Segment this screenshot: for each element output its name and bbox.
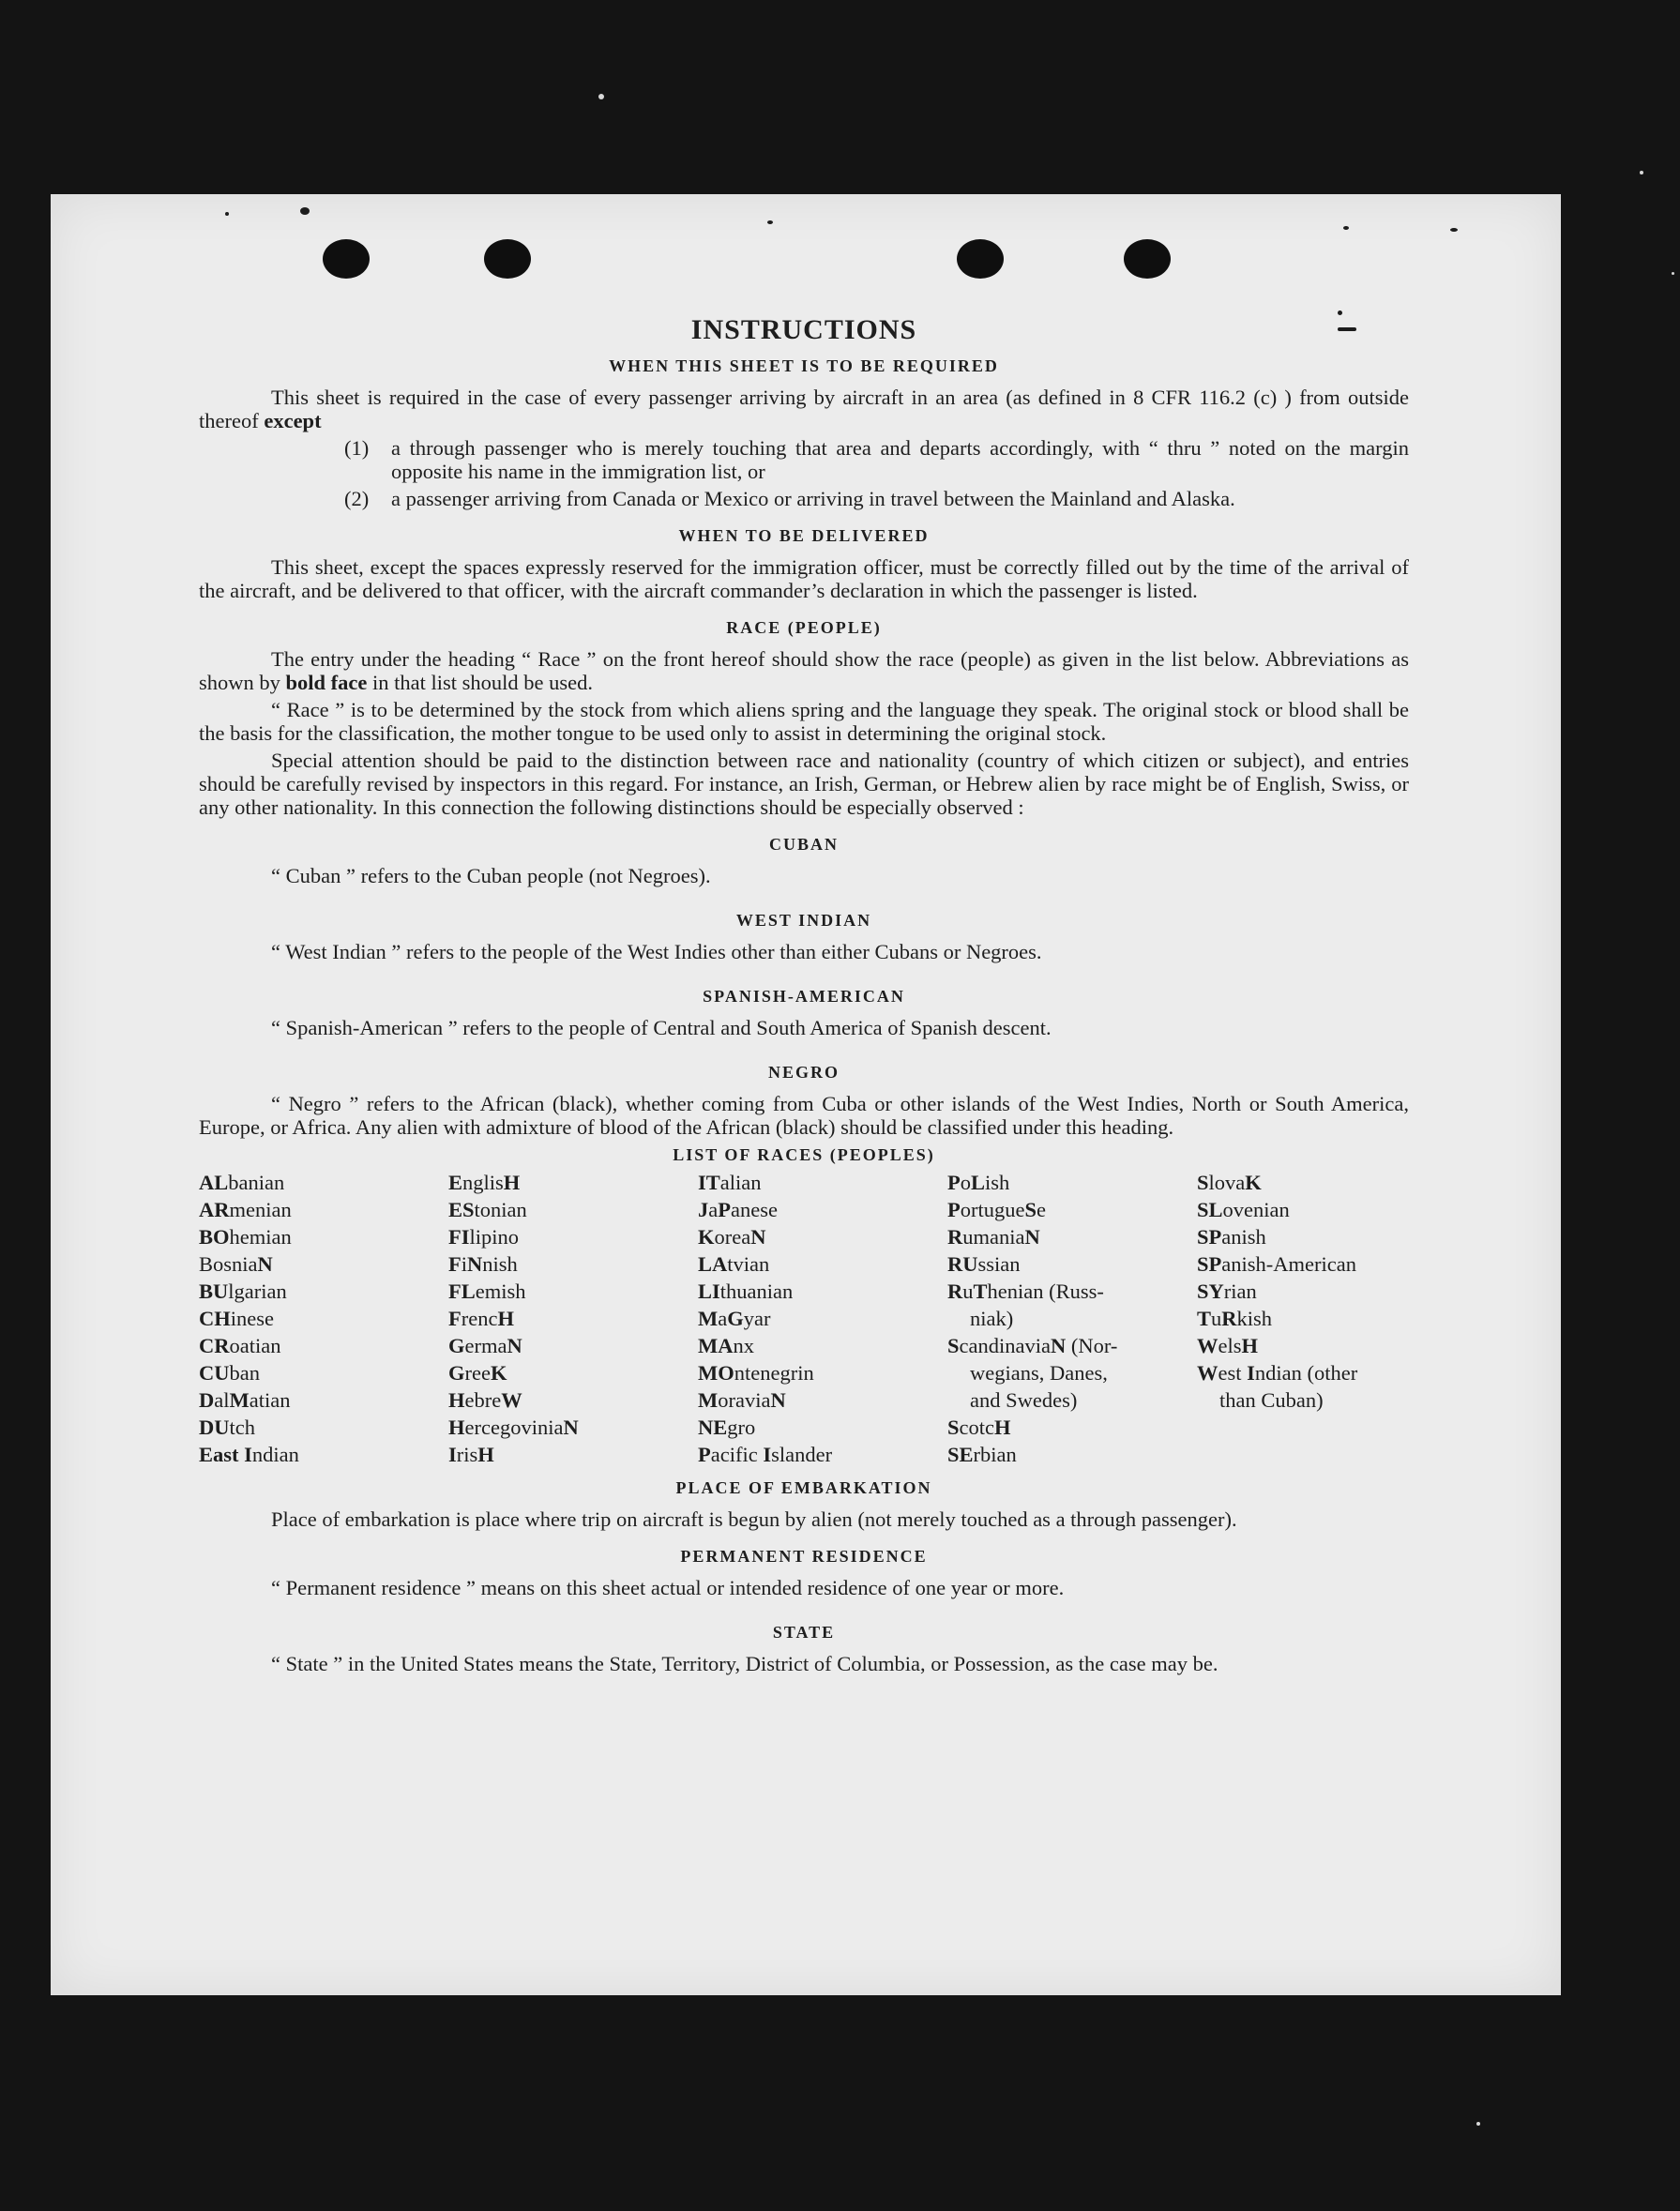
races-column: [448, 1169, 698, 1468]
race-entry: West Indian (other: [1197, 1361, 1358, 1385]
race-entry: East Indian: [199, 1443, 299, 1466]
race-entry: EStonian: [448, 1198, 527, 1221]
spanish-american-text: “ Spanish-American ” refers to the people of Central and South America of Spanish descent.: [271, 1016, 1052, 1039]
race-entry: SYrian: [1197, 1280, 1257, 1303]
west-indian-text: “ West Indian ” refers to the people of the West Indies other than either Cubans or Negroes.: [271, 940, 1042, 963]
race-entry: MaGyar: [698, 1307, 771, 1330]
race-entry: LAtvian: [698, 1252, 770, 1276]
races-column: [698, 1169, 947, 1468]
scan-speck: [1672, 272, 1674, 275]
place-of-embarkation-text: Place of embarkation is place where trip on aircraft is begun by alien (not merely touched as a through passenger).: [271, 1507, 1237, 1531]
races-list: [199, 1169, 1409, 1468]
race-entry: RumaniaN: [947, 1225, 1040, 1249]
race-entry: JaPanese: [698, 1198, 778, 1221]
race-entry: BosniaN: [199, 1252, 273, 1276]
race-entry: SErbian: [947, 1443, 1017, 1466]
race-entry: MAnx: [698, 1334, 754, 1357]
negro-text: “ Negro ” refers to the African (black), whether coming from Cuba or other islands of the West Indies, North or South America, Europe, or Africa. Any alien with admixture of blood of the African (black) should be classified under this heading.: [199, 1092, 1409, 1139]
race-entry: wegians, Danes,: [970, 1361, 1108, 1385]
race-entry: ALbanian: [199, 1171, 285, 1194]
heading-spanish-american: SPANISH-AMERICAN: [703, 987, 905, 1006]
heading-state: STATE: [772, 1623, 836, 1642]
race-entry: than Cuban): [1219, 1388, 1324, 1412]
race-entry: RUssian: [947, 1252, 1021, 1276]
permanent-residence-text: “ Permanent residence ” means on this sheet actual or intended residence of one year or more.: [271, 1576, 1065, 1599]
document-sheet: [51, 194, 1561, 1995]
punch-hole: [957, 239, 1004, 279]
race-entry: IrisH: [448, 1443, 494, 1466]
when-required-intro: This sheet is required in the case of every passenger arriving by aircraft in an area (as defined in 8 CFR 116.2 (c) ) from outside thereof except: [199, 386, 1409, 432]
punch-hole: [1124, 239, 1171, 279]
race-entry: PoLish: [947, 1171, 1010, 1194]
cuban-text: “ Cuban ” refers to the Cuban people (not Negroes).: [271, 864, 711, 887]
race-entry: LIthuanian: [698, 1280, 794, 1303]
race-entry: SLovenian: [1197, 1198, 1290, 1221]
race-entry: MoraviaN: [698, 1388, 786, 1412]
race-entry: CUban: [199, 1361, 260, 1385]
heading-list-of-races: LIST OF RACES (PEOPLES): [673, 1145, 935, 1164]
races-column: [1197, 1169, 1409, 1468]
race-entry: WelsH: [1197, 1334, 1259, 1357]
scan-dot: [767, 220, 773, 224]
race-entry: DalMatian: [199, 1388, 291, 1412]
race-entry: SPanish-American: [1197, 1252, 1356, 1276]
race-entry: ARmenian: [199, 1198, 292, 1221]
race-entry: GreeK: [448, 1361, 507, 1385]
heading-when-delivered: WHEN TO BE DELIVERED: [678, 526, 930, 545]
heading-west-indian: WEST INDIAN: [735, 911, 872, 930]
when-delivered-text: This sheet, except the spaces expressly reserved for the immigration officer, must be correctly filled out by the time of the arrival of the aircraft, and be delivered to that officer, with the aircraft commander’s declaration in which the passenger is listed.: [199, 555, 1409, 602]
race-entry: EnglisH: [448, 1171, 521, 1194]
race-entry: GermaN: [448, 1334, 522, 1357]
race-paragraph-3: Special attention should be paid to the distinction between race and nationality (country of which citizen or subject), and entries should be carefully revised by inspectors in this regard. For instance, an Irish, German, or Hebrew alien by race might be of English, Swiss, or any other nationality. In this connection the following distinctions should be especially observed :: [199, 749, 1409, 819]
race-entry: FiNnish: [448, 1252, 518, 1276]
exception-item: (1) a through passenger who is merely touching that area and departs accordingly, with “ thru ” noted on the margin opposite his name in the immigration list, or: [344, 436, 1409, 483]
race-entry: DUtch: [199, 1416, 255, 1439]
race-entry: PortugueSe: [947, 1198, 1046, 1221]
race-entry: and Swedes): [970, 1388, 1078, 1412]
punch-hole: [323, 239, 370, 279]
race-entry: CHinese: [199, 1307, 274, 1330]
exception-item: (2) a passenger arriving from Canada or Mexico or arriving in travel between the Mainland and Alaska.: [344, 487, 1235, 510]
heading-race: RACE (PEOPLE): [726, 618, 882, 637]
state-text: “ State ” in the United States means the State, Territory, District of Columbia, or Possession, as the case may be.: [271, 1652, 1218, 1675]
races-column: [199, 1169, 448, 1468]
race-entry: ScandinaviaN (Nor-: [947, 1334, 1118, 1357]
race-entry: NEgro: [698, 1416, 756, 1439]
race-paragraph-2: “ Race ” is to be determined by the stock from which aliens spring and the language they speak. The original stock or blood shall be the basis for the classification, the mother tongue to be used only to assist in determining the original stock.: [199, 698, 1409, 745]
race-entry: CRoatian: [199, 1334, 281, 1357]
race-entry: KoreaN: [698, 1225, 766, 1249]
scan-dot: [1450, 228, 1458, 232]
race-entry: SPanish: [1197, 1225, 1266, 1249]
scan-speck: [1640, 171, 1643, 174]
race-entry: MOntenegrin: [698, 1361, 814, 1385]
instructions-content: [199, 314, 1409, 1679]
race-entry: ITalian: [698, 1171, 762, 1194]
scan-dot: [1343, 226, 1349, 230]
race-entry: RuThenian (Russ-: [947, 1280, 1104, 1303]
heading-negro: NEGRO: [767, 1063, 840, 1082]
heading-when-required: WHEN THIS SHEET IS TO BE REQUIRED: [609, 356, 999, 375]
scan-speck: [1476, 2122, 1480, 2126]
race-entry: ScotcH: [947, 1416, 1011, 1439]
heading-cuban: CUBAN: [768, 835, 839, 854]
race-paragraph-1: The entry under the heading “ Race ” on the front hereof should show the race (people) as given in the list below. Abbreviations as shown by bold face in that list should be used.: [199, 647, 1409, 694]
race-entry: FIlipino: [448, 1225, 520, 1249]
scan-dot: [300, 207, 310, 215]
race-entry: HercegoviniaN: [448, 1416, 579, 1439]
scan-dot: [225, 212, 229, 216]
race-entry: BOhemian: [199, 1225, 292, 1249]
page-title: INSTRUCTIONS: [690, 314, 917, 345]
race-entry: HebreW: [448, 1388, 522, 1412]
heading-permanent-residence: PERMANENT RESIDENCE: [680, 1547, 928, 1566]
races-column: [947, 1169, 1197, 1468]
heading-place-of-embarkation: PLACE OF EMBARKATION: [675, 1478, 932, 1497]
punch-hole: [484, 239, 531, 279]
race-entry: FLemish: [448, 1280, 526, 1303]
race-entry: FrencH: [448, 1307, 514, 1330]
race-entry: SlovaK: [1197, 1171, 1262, 1194]
race-entry: niak): [970, 1307, 1014, 1330]
race-entry: BUlgarian: [199, 1280, 287, 1303]
scan-speck: [598, 94, 604, 99]
race-entry: Pacific Islander: [698, 1443, 833, 1466]
race-entry: TuRkish: [1197, 1307, 1273, 1330]
